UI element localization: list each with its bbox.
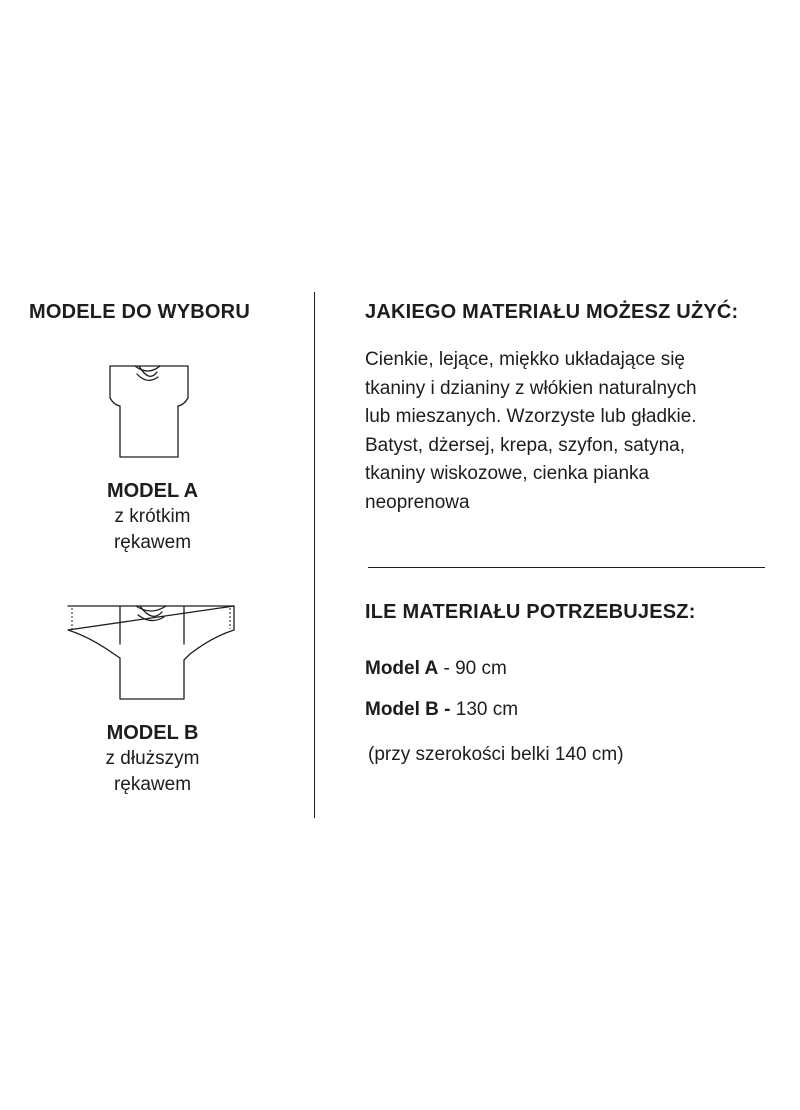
- material-line: neoprenowa: [365, 491, 470, 513]
- models-heading: MODELE DO WYBORU: [29, 301, 250, 323]
- model-a-name: MODEL A: [106, 480, 199, 502]
- material-line: lub mieszanych. Wzorzyste lub gładkie.: [365, 406, 697, 428]
- amount-value: - 90 cm: [438, 658, 507, 679]
- model-a-desc-line1: z krótkim: [114, 506, 191, 527]
- model-b-name: MODEL B: [106, 722, 199, 744]
- model-b-caption: [50, 720, 255, 798]
- amount-heading: ILE MATERIAŁU POTRZEBUJESZ:: [365, 601, 696, 623]
- material-line: Cienkie, lejące, miękko układające się: [365, 349, 685, 370]
- model-a-sketch-icon: [108, 364, 190, 460]
- amount-label: Model B -: [365, 699, 451, 720]
- model-a-desc-line2: rękawem: [113, 532, 192, 553]
- model-b-desc-line1: z dłuższym: [105, 748, 200, 769]
- material-description: [365, 346, 775, 518]
- fabric-width-note: (przy szerokości belki 140 cm): [368, 744, 624, 765]
- amount-value: 130 cm: [450, 699, 519, 720]
- column-divider: [314, 292, 315, 818]
- material-line: tkaniny i dzianiny z włókien naturalnych: [365, 377, 697, 399]
- model-b-desc-line2: rękawem: [113, 774, 192, 795]
- model-a-caption: [50, 478, 255, 556]
- section-divider: [368, 567, 765, 568]
- amount-label: Model A: [365, 658, 439, 679]
- amount-row-model-a: [365, 656, 507, 682]
- material-line: tkaniny wiskozowe, cienka pianka: [365, 463, 650, 485]
- material-heading: JAKIEGO MATERIAŁU MOŻESZ UŻYĆ:: [365, 301, 739, 323]
- material-line: Batyst, dżersej, krepa, szyfon, satyna,: [365, 434, 685, 456]
- amount-row-model-b: [365, 697, 518, 723]
- model-b-sketch-icon: [66, 604, 236, 702]
